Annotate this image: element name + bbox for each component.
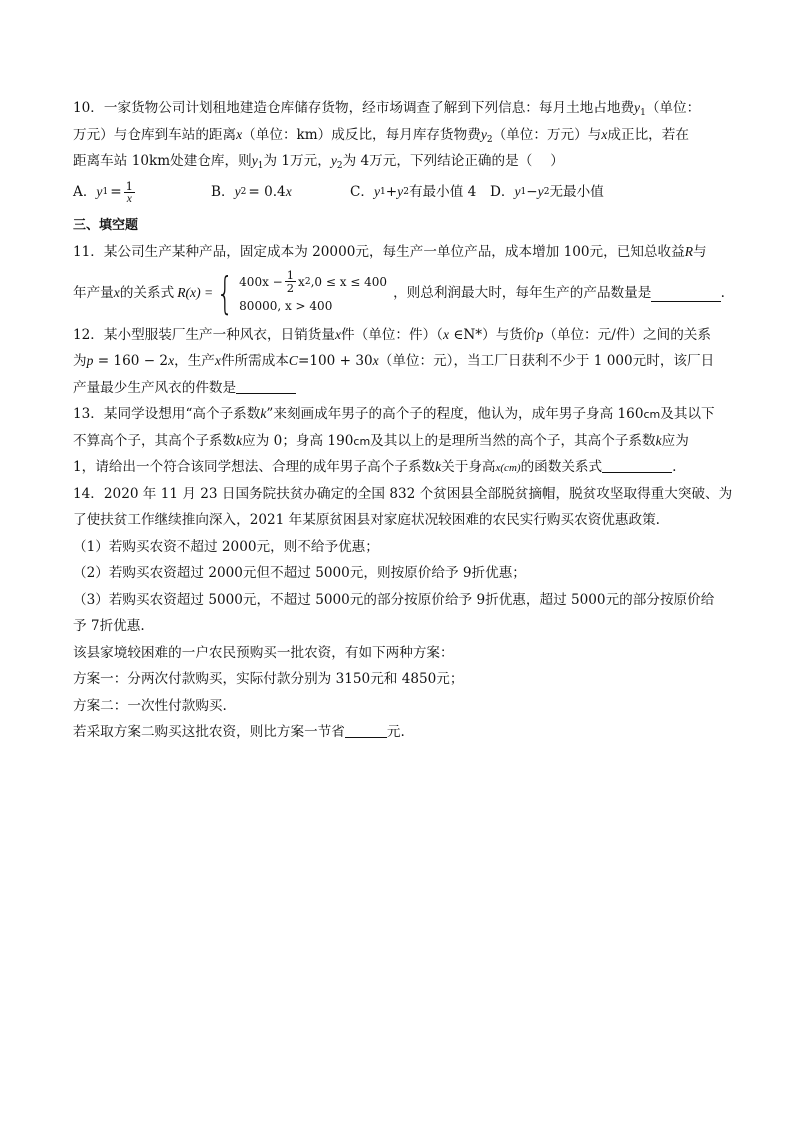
text: （单位： [645, 100, 701, 116]
sub: 2 [240, 187, 247, 198]
text: 为 [73, 353, 87, 369]
text: 及其以上的是理所当然的高个子，其高个子系数 [370, 432, 656, 449]
text: 不算高个子，其高个子系数 [73, 432, 237, 449]
q13-line-1 [73, 401, 725, 428]
text: 成正比，若在 [607, 126, 689, 143]
option-label: B． [211, 184, 235, 201]
var-y2: y [234, 184, 241, 200]
answer-blank[interactable] [651, 286, 720, 302]
var-x: x [113, 285, 120, 301]
q10-line-3 [73, 148, 725, 175]
q13-line-3 [73, 454, 725, 481]
sub: 2 [543, 187, 550, 198]
sub: 1 [640, 108, 646, 118]
q14-plan-2: 方案二：一次性付款购买. [73, 697, 227, 714]
text: 无最小值 [549, 184, 604, 201]
piecewise-cases [239, 270, 387, 318]
text: 13．某同学设想用“高个子系数 [73, 406, 261, 422]
option-label: C． [350, 184, 374, 201]
unit-cm: cm [353, 434, 371, 448]
q14-question [73, 719, 725, 746]
sub: 1 [102, 187, 109, 198]
var-c: C [288, 353, 298, 368]
q12-line-3 [73, 375, 725, 402]
var-x: x [298, 274, 305, 289]
case-condition: ,0 ≤ x ≤ 400 [310, 274, 388, 289]
text: 年产量 [73, 285, 114, 302]
text: . [720, 285, 725, 302]
numerator: 1 [286, 268, 295, 282]
section-heading: 三、填空题 [73, 217, 139, 233]
case-expr: 400x − [239, 274, 283, 289]
answer-blank[interactable] [345, 722, 387, 738]
text: 及其以下 [660, 406, 715, 422]
q14-line-2: 了使扶贫工作继续推向深入，2021 年某原贫困县对家庭状况较困难的农民实行购买农资优惠政策. [73, 512, 660, 528]
var-x: x [168, 353, 175, 368]
numerator: 1 [125, 179, 133, 193]
text: 应为 0；身高 190 [242, 432, 354, 449]
text: （单位：元），当工厂日获利不少于 1 000元时，该厂日 [378, 353, 715, 369]
q11-line-1 [73, 239, 725, 266]
q14-scenario: 该县家境较困难的一户农民预购买一批农资，有如下两种方案： [73, 644, 454, 661]
q14-rule-1: （1）若购买农资不超过 2000元，则不给予优惠； [73, 538, 379, 555]
var-y2: y [330, 153, 337, 168]
text: 应为 [661, 432, 689, 449]
text: ，生产 [174, 353, 215, 369]
q13-line-2 [73, 428, 725, 455]
sub: 2 [486, 134, 493, 145]
var-x: x [214, 353, 221, 368]
option-a [73, 179, 211, 206]
option-c [350, 179, 490, 206]
text: 的函数关系式 [520, 459, 603, 475]
text: 关于身高 [441, 459, 496, 475]
var-y1: y [514, 184, 521, 200]
text: 距离车站 10km处建仓库，则 [73, 153, 252, 169]
set-n: ∈N* [449, 326, 483, 343]
text: （单位：元/件）之间的关系 [543, 326, 711, 343]
plus: + [385, 184, 398, 201]
var-p: p [86, 353, 94, 368]
denominator: x [126, 193, 132, 205]
answer-blank[interactable] [602, 457, 672, 473]
sub: 1 [520, 187, 527, 198]
q14-plan-1: 方案一：分两次付款购买，实际付款分别为 3150元和 4850元； [73, 671, 464, 687]
q14-rule-3: （3）若购买农资超过 5000元，不超过 5000元的部分按原价给予 9折优惠，超过 5000元的部分按原价给 [73, 591, 715, 608]
text: ）与货价 [482, 326, 537, 343]
q11-line-2 [73, 266, 725, 322]
text: 的关系式 [119, 285, 175, 302]
option-d [490, 179, 604, 206]
q12-line-1 [73, 322, 725, 349]
var-x: x [236, 126, 243, 142]
var-x: x [334, 326, 342, 342]
sub: 1 [257, 161, 264, 171]
text: 与 [693, 244, 707, 260]
text: （单位：万元）与 [492, 126, 602, 143]
text: 10．一家货物公司计划租地建造仓库储存货物，经市场调查了解到下列信息：每月土地占地费 [73, 100, 635, 116]
text: （单位：km）成反比，每月库存货物费 [242, 126, 481, 143]
var-x: x [285, 184, 292, 200]
equation: = 160 − 2 [93, 353, 169, 369]
var-x: x [442, 326, 450, 342]
minus: − [526, 184, 538, 201]
var-y2: y [480, 126, 487, 142]
var-y2: y [397, 184, 404, 200]
q10-line-1 [73, 95, 725, 122]
text: ，则总利润最大时，每年生产的产品数量是 [393, 285, 652, 302]
fraction [285, 269, 296, 294]
var-r: R [684, 244, 694, 259]
text: 12．某小型服装厂生产一种风衣，日销货量 [73, 326, 335, 343]
var-k: k [236, 432, 243, 448]
var-y2: y [537, 184, 544, 200]
option-label: A． [73, 184, 97, 201]
text: . [672, 459, 677, 475]
text: 件（单位：件）（ [341, 326, 443, 343]
text: ”来刻画成年男子的高个子的程度，他认为，成年男子身高 160 [266, 406, 644, 422]
sub: 1 [380, 187, 386, 198]
sup: 2 [304, 276, 311, 287]
text: 为 1万元， [263, 153, 331, 169]
var-y1: y [374, 184, 381, 200]
text: 万元）与仓库到车站的距离 [73, 126, 237, 143]
var-p: p [536, 326, 544, 342]
q14-rule-2: （2）若购买农资超过 2000元但不超过 5000元，则按原价给予 9折优惠； [73, 565, 526, 581]
expr: = 0.4 [248, 184, 286, 201]
option-label: D． [490, 184, 515, 201]
q14-rule-3-cont: 予 7折优惠. [73, 618, 145, 634]
unit-cm: cm [643, 408, 661, 421]
var-y1: y [96, 184, 103, 200]
equation: =100 + 30 [297, 353, 373, 369]
option-b [211, 179, 350, 206]
text: 产量最少生产风衣的件数是 [73, 379, 237, 396]
var-x: x [372, 353, 379, 368]
equals: = [110, 184, 122, 201]
brace-symbol: { [216, 267, 234, 319]
text: 有最小值 4 [408, 184, 477, 201]
denominator: 2 [286, 281, 295, 295]
var-k: k [260, 406, 267, 421]
var-k: k [435, 459, 442, 474]
q12-line-2 [73, 348, 725, 375]
fraction [124, 180, 135, 205]
var-y1: y [251, 153, 258, 168]
case-2 [239, 294, 387, 318]
case-expr: 80000, x > 400 [239, 298, 333, 313]
answer-blank[interactable] [236, 378, 296, 394]
text: 11．某公司生产某种产品，固定成本为 20000元，每生产一单位产品，成本增加 100元，已知总收益 [73, 244, 685, 260]
sub: 2 [403, 187, 409, 198]
case-1 [239, 270, 387, 294]
var-x: x [601, 126, 608, 142]
q10-line-2 [73, 122, 725, 149]
var-k: k [655, 432, 662, 448]
q10-options [73, 177, 725, 209]
var-y1: y [634, 100, 641, 115]
q14-line-1: 14．2020 年 11 月 23 日国务院扶贫办确定的全国 832 个贫困县全部脱贫摘帽，脱贫攻坚取得重大突破、为 [73, 485, 733, 502]
sub: 2 [336, 161, 343, 171]
text: 若采取方案二购买这批农资，则比方案一节省 [73, 724, 345, 740]
function-name: R(x) = [177, 285, 214, 301]
text: 1，请给出一个符合该同学想法、合理的成年男子高个子系数 [73, 459, 436, 475]
text: 元. [386, 724, 405, 740]
text: 为 4万元，下列结论正确的是（ ） [342, 153, 564, 169]
content [73, 95, 733, 746]
var-x-cm: x(cm) [495, 462, 521, 474]
text: 件所需成本 [220, 353, 289, 369]
